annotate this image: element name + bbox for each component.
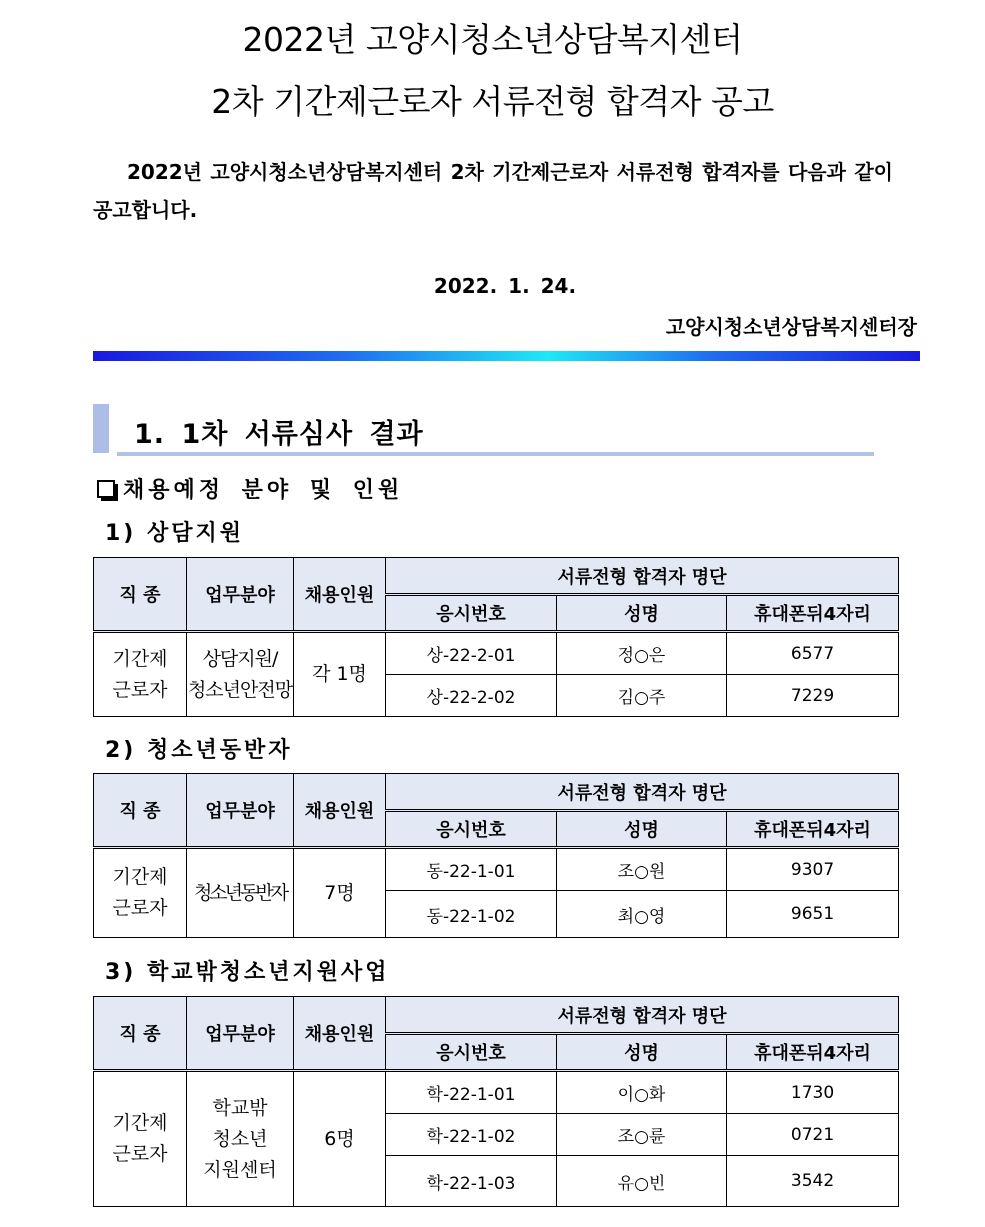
job-type-cell xyxy=(94,632,187,717)
job-type-cell xyxy=(94,1071,187,1207)
name-cell: 조○원 xyxy=(557,848,727,891)
announcement-date: 2022. 1. 24. xyxy=(433,274,577,298)
col-phone: 휴대폰뒤4자리 xyxy=(727,595,899,632)
headcount-cell: 6명 xyxy=(294,1071,386,1207)
exam-no-cell: 학-22-1-02 xyxy=(386,1114,557,1156)
col-phone: 휴대폰뒤4자리 xyxy=(727,1034,899,1071)
results-table xyxy=(93,996,899,1207)
phone-cell: 9651 xyxy=(727,891,899,938)
section-marker xyxy=(93,404,109,453)
results-table xyxy=(93,557,899,717)
job-type-text: 기간제 근로자 xyxy=(112,1112,168,1165)
field-cell xyxy=(187,1071,294,1207)
exam-no-cell: 상-22-2-02 xyxy=(386,675,557,717)
col-job-type: 직 종 xyxy=(94,997,187,1071)
intro-paragraph xyxy=(93,153,893,229)
col-exam-no: 응시번호 xyxy=(386,811,557,848)
table-row xyxy=(94,848,899,891)
section-underline xyxy=(117,452,874,456)
results-table xyxy=(93,773,899,938)
phone-cell: 0721 xyxy=(727,1114,899,1156)
name-cell: 유○빈 xyxy=(557,1156,727,1207)
section-title: 1. 1차 서류심사 결과 xyxy=(134,419,424,450)
name-cell: 최○영 xyxy=(557,891,727,938)
phone-cell: 1730 xyxy=(727,1071,899,1114)
col-roster: 서류전형 합격자 명단 xyxy=(386,997,899,1034)
job-type-text: 기간제 근로자 xyxy=(112,866,168,919)
col-phone: 휴대폰뒤4자리 xyxy=(727,811,899,848)
table-heading: 2) 청소년동반자 xyxy=(105,738,293,763)
phone-cell: 3542 xyxy=(727,1156,899,1207)
exam-no-cell: 학-22-1-03 xyxy=(386,1156,557,1207)
col-name: 성명 xyxy=(557,1034,727,1071)
checkbox-bullet-icon xyxy=(97,480,115,498)
exam-no-cell: 상-22-2-01 xyxy=(386,632,557,675)
exam-no-cell: 학-22-1-01 xyxy=(386,1071,557,1114)
col-name: 성명 xyxy=(557,811,727,848)
table-heading: 3) 학교밖청소년지원사업 xyxy=(105,960,390,985)
name-cell: 정○은 xyxy=(557,632,727,675)
phone-cell: 9307 xyxy=(727,848,899,891)
job-type-text: 기간제 근로자 xyxy=(112,647,168,701)
table-row xyxy=(94,632,899,675)
col-headcount: 채용인원 xyxy=(294,558,386,632)
col-roster: 서류전형 합격자 명단 xyxy=(386,774,899,811)
phone-cell: 6577 xyxy=(727,632,899,675)
table-row xyxy=(94,1071,899,1114)
page-title-line2: 2차 기간제근로자 서류전형 합격자 공고 xyxy=(211,82,774,121)
col-exam-no: 응시번호 xyxy=(386,1034,557,1071)
col-field: 업무분야 xyxy=(187,774,294,848)
headcount-cell: 각 1명 xyxy=(294,632,386,717)
field-cell: 청소년동반자 xyxy=(187,848,294,938)
col-job-type: 직 종 xyxy=(94,774,187,848)
bullet-text: 채용예정 분야 및 인원 xyxy=(123,478,404,503)
bullet-heading xyxy=(97,473,403,504)
col-field: 업무분야 xyxy=(187,997,294,1071)
exam-no-cell: 동-22-1-01 xyxy=(386,848,557,891)
page-title-line1: 2022년 고양시청소년상담복지센터 xyxy=(242,20,743,59)
gradient-divider xyxy=(93,351,920,361)
table-heading: 1) 상담지원 xyxy=(105,521,245,546)
exam-no-cell: 동-22-1-02 xyxy=(386,891,557,938)
col-field: 업무분야 xyxy=(187,558,294,632)
field-cell xyxy=(187,632,294,717)
job-type-cell xyxy=(94,848,187,938)
intro-text: 2022년 고양시청소년상담복지센터 2차 기간제근로자 서류전형 합격자를 다음과 같이 공고합니다. xyxy=(93,160,893,222)
name-cell: 김○주 xyxy=(557,675,727,717)
col-headcount: 채용인원 xyxy=(294,997,386,1071)
col-headcount: 채용인원 xyxy=(294,774,386,848)
field-text: 상담지원/ 청소년안전망 xyxy=(187,647,293,701)
col-roster: 서류전형 합격자 명단 xyxy=(386,558,899,595)
headcount-cell: 7명 xyxy=(294,848,386,938)
name-cell: 이○화 xyxy=(557,1071,727,1114)
col-exam-no: 응시번호 xyxy=(386,595,557,632)
field-text: 학교밖 청소년 지원센터 xyxy=(203,1096,277,1181)
phone-cell: 7229 xyxy=(727,675,899,717)
organization-signature: 고양시청소년상담복지센터장 xyxy=(665,315,917,339)
col-job-type: 직 종 xyxy=(94,558,187,632)
col-name: 성명 xyxy=(557,595,727,632)
name-cell: 조○륜 xyxy=(557,1114,727,1156)
